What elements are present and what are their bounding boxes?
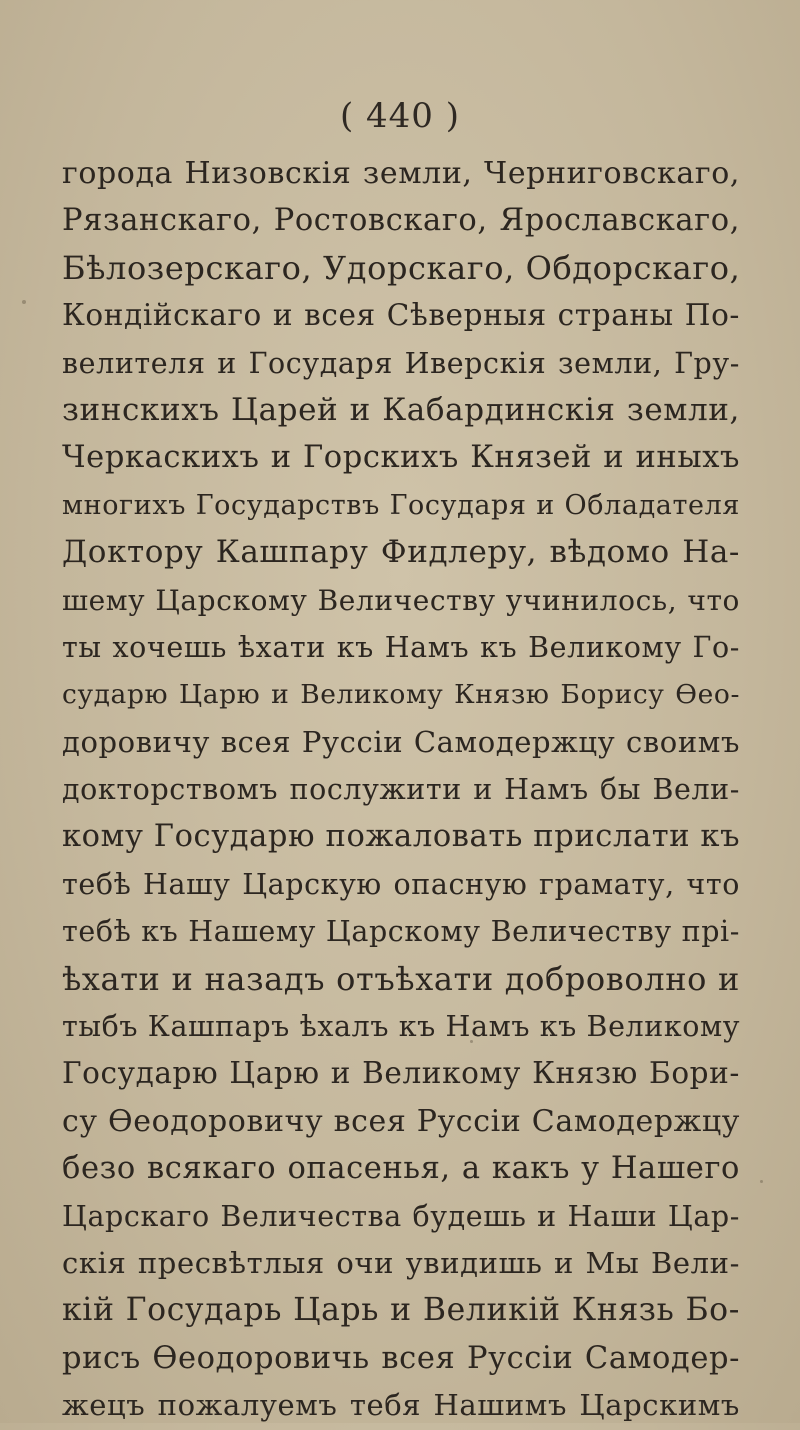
text-line: безо всякаго опасенья, а какъ у Нашего [62,1151,740,1187]
text-line: тебѣ къ Нашему Царскому Величеству прі- [62,915,740,949]
text-line: шему Царскому Величеству учинилось, что [62,583,740,617]
text-line: ѣхати и назадъ отъѣхати доброволно и [62,959,740,998]
text-line: жецъ пожалуемъ тебя Нашимъ Царскимъ [62,1388,740,1423]
text-line: Кондійскаго и всея Сѣверныя страны По- [62,298,740,333]
text-line: сударю Царю и Великому Князю Борису Ѳео- [62,679,740,711]
text-line: Рязанскаго, Ростовскаго, Ярославскаго, [62,203,740,239]
text-line: скія пресвѣтлыя очи увидишь и Мы Вели- [62,1245,740,1280]
text-line: кому Государю пожаловать прислати къ [62,819,740,855]
paper-speck [760,1180,763,1183]
text-line: Черкаскихъ и Горскихъ Князей и иныхъ [62,440,740,476]
text-line: зинскихъ Царей и Кабардинскія земли, [62,391,740,428]
text-line: кій Государь Царь и Великій Князь Бо- [62,1292,740,1329]
text-line: су Ѳеодоровичу всея Руссіи Самодержцу [62,1103,740,1139]
text-line: Бѣлозерскаго, Удорскаго, Обдорскаго, [62,248,740,287]
text-line: Царскаго Величества будешь и Наши Цар- [62,1199,740,1233]
body-text [62,150,740,1430]
text-line: рисъ Ѳеодоровичь всея Руссіи Самодер- [62,1340,740,1376]
text-line: многихъ Государствъ Государя и Обладателя [62,489,740,521]
text-line: Государю Царю и Великому Князю Бори- [62,1056,740,1091]
text-line: тыбъ Кашпаръ ѣхалъ къ Намъ къ Великому [62,1010,740,1044]
text-line: ты хочешь ѣхати къ Намъ къ Великому Го- [62,630,740,664]
text-line: тебѣ Нашу Царскую опасную грамату, что [62,867,740,901]
paper-speck [22,300,26,304]
text-line: доровичу всея Руссіи Самодержцу своимъ [62,724,740,759]
text-line: Доктору Кашпару Фидлеру, вѣдомо На- [62,534,740,571]
text-line: докторствомъ послужити и Намъ бы Вели- [62,773,740,807]
text-line: города Низовскія земли, Черниговскаго, [62,156,740,191]
text-line: велителя и Государя Иверскія земли, Гру- [62,346,740,380]
page-number: ( 440 ) [339,96,461,136]
